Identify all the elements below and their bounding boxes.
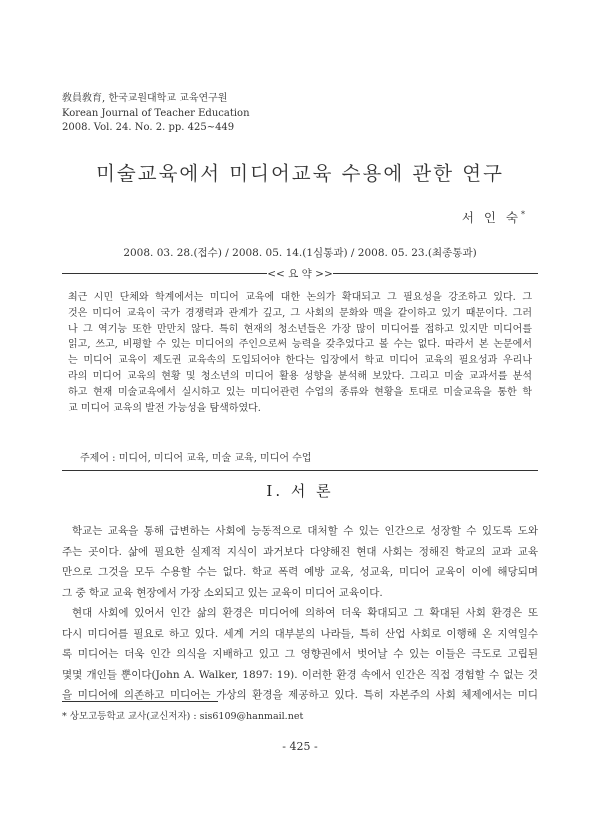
abstract-bottom-rule bbox=[62, 470, 538, 471]
abstract-line: 는 미디어 교육이 제도권 교육속의 도입되어야 한다는 입장에서 학교 미디어 교육의 필요성과 우리나 bbox=[68, 355, 532, 367]
body-text bbox=[62, 521, 538, 706]
author-footnote-mark: * bbox=[521, 209, 528, 219]
page-number: - 425 - bbox=[282, 740, 318, 753]
abstract-body bbox=[68, 290, 532, 416]
abstract-line: 나 그 역기능 또한 만만치 않다. 특히 현재의 청소년들은 가장 많이 미디어를 접하고 있지만 미디어를 bbox=[68, 323, 532, 335]
body-line: 주는 곳이다. 삶에 필요한 실제적 지식이 과거보다 다양해진 현대 사회는 정해진 학교의 교과 교육 bbox=[62, 545, 538, 558]
body-line: 몇몇 개인들 뿐이다(John A. Walker, 1897: 19). 이러한 환경 속에서 인간은 직접 경험할 수 없는 것 bbox=[62, 668, 538, 681]
abstract-line: 최근 시민 단체와 학계에서는 미디어 교육에 대한 논의가 확대되고 그 필요성을 강조하고 있다. 그 bbox=[68, 292, 532, 303]
journal-volume: 2008. Vol. 24. No. 2. pp. 425~449 bbox=[62, 122, 235, 133]
section-heading: I. 서 론 bbox=[266, 482, 334, 500]
body-line: 다시 미디어를 필요로 하고 있다. 세계 거의 대부분의 나라들, 특히 산업 사회로 이행해 온 지역일수 bbox=[62, 627, 538, 640]
author bbox=[462, 208, 528, 226]
paper-title: 미술교육에서 미디어교육 수용에 관한 연구 bbox=[96, 162, 504, 185]
abstract-line: 읽고, 쓰고, 비평할 수 있는 미디어의 주인으로써 능력을 갖추었다고 볼 수는 없다. 따라서 본 논문에서 bbox=[68, 339, 532, 351]
body-line: 그 중 학교 교육 현장에서 가장 소외되고 있는 교육이 미디어 교육이다. bbox=[62, 586, 383, 599]
abstract-line: 하고 현재 미술교육에서 실시하고 있는 미디어관련 수업의 종류와 현황을 토대로 미술교육을 통한 학 bbox=[68, 386, 532, 398]
keywords: 주제어 : 미디어, 미디어 교육, 미술 교육, 미디어 수업 bbox=[80, 453, 312, 464]
footnote-rule bbox=[62, 701, 218, 702]
body-line: 현대 사회에 있어서 인간 삶의 환경은 미디어에 의하여 더욱 확대되고 그 확대된 사회 환경은 또 bbox=[72, 607, 538, 619]
abstract-heading: << 요 약 >> bbox=[267, 268, 333, 280]
abstract-line: 것은 미디어 교육이 국가 경쟁력과 관계가 깊고, 그 사회의 문화와 맥을 같이하고 있기 때문이다. 그러 bbox=[68, 307, 532, 319]
author-name: 서 인 숙 bbox=[461, 210, 521, 225]
submission-dates: 2008. 03. 28.(접수) / 2008. 05. 14.(1심통과) / 2008. 05. 23.(최종통과) bbox=[123, 247, 477, 259]
abstract-line: 교 미디어 교육의 발전 가능성을 탐색하였다. bbox=[68, 402, 261, 414]
body-line: 을 미디어에 의존하고 미디어는 가상의 환경을 제공하고 있다. 특히 자본주의 사회 체제에서는 미디 bbox=[62, 689, 538, 701]
journal-name-english: Korean Journal of Teacher Education bbox=[62, 107, 250, 119]
body-line: 만으로 그것을 모두 수용할 수는 없다. 학교 폭력 예방 교육, 성교육, 미디어 교육이 이에 해당되며 bbox=[62, 566, 538, 578]
body-line: 학교는 교육을 통해 급변하는 사회에 능동적으로 대처할 수 있는 인간으로 성장할 수 있도록 도와 bbox=[72, 525, 538, 537]
footnote: * 상모고등학교 교사(교신저자) : sis6109@hanmail.net bbox=[62, 711, 304, 722]
journal-name-korean: 敎員敎育, 한국교원대학교 교육연구원 bbox=[62, 93, 228, 104]
body-line: 록 미디어는 더욱 인간 의식을 지배하고 있고 그 영향권에서 벗어날 수 있는 이들은 극도로 고립된 bbox=[62, 648, 538, 660]
abstract-line: 라의 미디어 교육의 현황 및 청소년의 미디어 활용 성향을 분석해 보았다. 그리고 미술 교과서를 분석 bbox=[68, 370, 532, 382]
abstract-header bbox=[62, 266, 538, 280]
abstract-rule-right bbox=[333, 273, 538, 274]
journal-info bbox=[62, 92, 250, 136]
